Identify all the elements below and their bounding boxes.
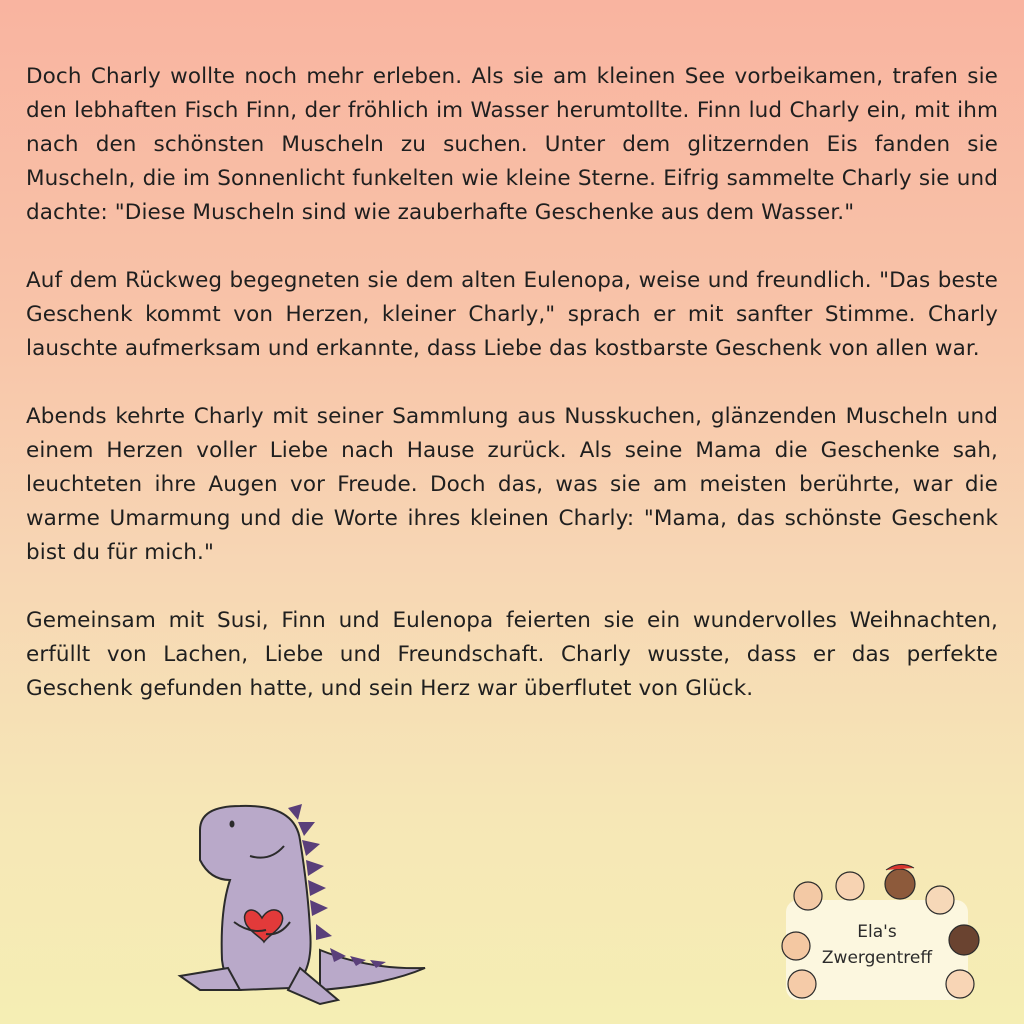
story-paragraph-3: Abends kehrte Charly mit seiner Sammlung aus Nusskuchen, glänzenden Muscheln und einem Herzen voller Liebe nach Hause zurück. Als seine Mama die Geschenke sah, leuchteten ihre Augen vor Freude. Doch das, was sie am meisten berührte, war die warme Umarmung und die Worte ihres kleinen Charly: "Mama, das schönste Geschenk bist du für mich." — [26, 404, 998, 565]
story-paragraph-1: Doch Charly wollte noch mehr erleben. Als sie am kleinen See vorbeikamen, trafen sie den lebhaften Fisch Finn, der fröhlich im Wasser herumtollte. Finn lud Charly ein, mit ihm nach den schönsten Muscheln zu suchen. Unter dem glitzernden Eis fanden sie Muscheln, die im Sonnenlicht funkelten wie kleine Sterne. Eifrig sammelte Charly sie und dachte: "Diese Muscheln sind wie zauberhafte Geschenke aus dem Wasser." — [26, 64, 998, 225]
logo-title-line1: Ela's — [857, 922, 897, 942]
story-paragraph-4: Gemeinsam mit Susi, Finn und Eulenopa feierten sie ein wundervolles Weihnachten, erfüllt von Lachen, Liebe und Freundschaft. Charly wusste, dass er das perfekte Geschenk gefunden hatte, und sein Herz war überflutet von Glück. — [26, 608, 998, 701]
story-paragraph-2: Auf dem Rückweg begegneten sie dem alten Eulenopa, weise und freundlich. "Das beste Geschenk kommt von Herzen, kleiner Charly," sprach er mit sanfter Stimme. Charly lauschte aufmerksam und erkannte, dass Liebe das kostbarste Geschenk von allen war. — [26, 268, 998, 361]
zwergentreff-logo — [768, 848, 986, 1008]
logo-title-line2: Zwergentreff — [821, 948, 933, 968]
story-text — [26, 60, 998, 740]
dinosaur-illustration — [170, 800, 430, 1010]
